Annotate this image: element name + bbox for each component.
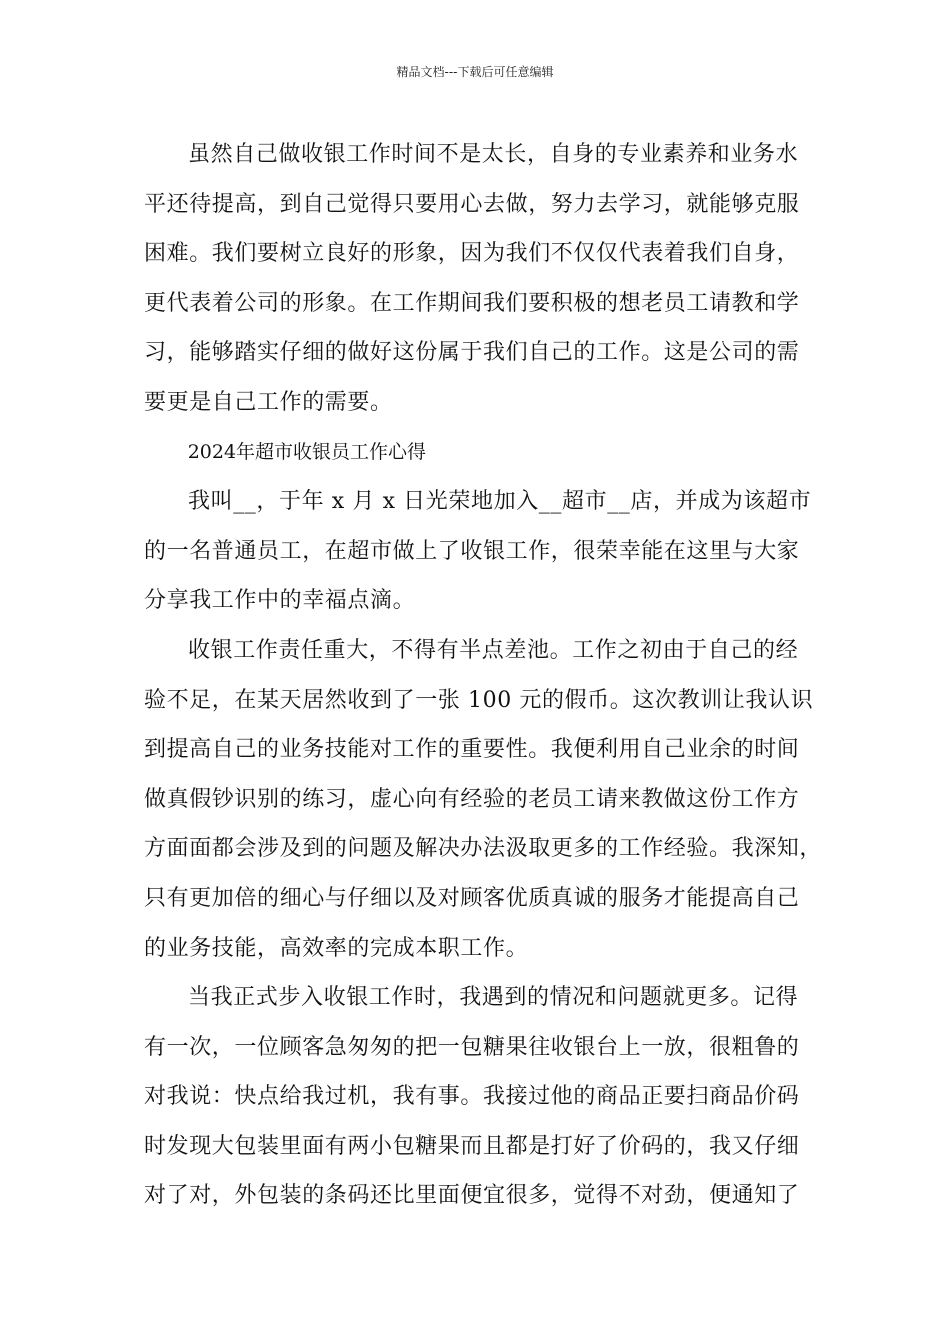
text-line: 分享我工作中的幸福点滴。 bbox=[144, 588, 416, 614]
paragraph-4 bbox=[144, 973, 826, 1221]
text-line: 到提高自己的业务技能对工作的重要性。我便利用自己业余的时间 bbox=[144, 737, 800, 763]
text-line: 我叫__，于年 x 月 x 日光荣地加入__超市__店，并成为该超市 bbox=[188, 489, 812, 515]
text-line: 虽然自己做收银工作时间不是太长，自身的专业素养和业务水 bbox=[188, 142, 799, 167]
text-line: 验不足，在某天居然收到了一张 100 元的假币。这次教训让我认识 bbox=[144, 687, 814, 713]
section-heading: 2024年超市收银员工作心得 bbox=[187, 440, 427, 463]
paragraph-3 bbox=[144, 626, 826, 973]
text-line: 只有更加倍的细心与仔细以及对顾客优质真诚的服务才能提高自己 bbox=[144, 885, 800, 911]
text-line: 有一次，一位顾客急匆匆的把一包糖果往收银台上一放，很粗鲁的 bbox=[144, 1034, 800, 1060]
text-line: 要更是自己工作的需要。 bbox=[144, 389, 393, 415]
text-line: 时发现大包装里面有两小包糖果而且都是打好了价码的，我又仔细 bbox=[144, 1133, 800, 1159]
page-header: 精品文档---下载后可任意编辑 bbox=[396, 65, 554, 79]
text-line: 当我正式步入收银工作时，我遇到的情况和问题就更多。记得 bbox=[188, 985, 799, 1011]
text-line: 的业务技能，高效率的完成本职工作。 bbox=[144, 935, 529, 961]
paragraph-1 bbox=[144, 130, 826, 428]
text-line: 平还待提高，到自己觉得只要用心去做，努力去学习，就能够克服 bbox=[144, 191, 800, 217]
text-line: 的一名普通员工，在超市做上了收银工作，很荣幸能在这里与大家 bbox=[144, 538, 800, 564]
document-body bbox=[144, 130, 826, 1221]
text-line: 收银工作责任重大，不得有半点差池。工作之初由于自己的经 bbox=[188, 637, 799, 663]
text-line: 对我说：快点给我过机，我有事。我接过他的商品正要扫商品价码 bbox=[144, 1084, 800, 1110]
text-line: 对了对，外包装的条码还比里面便宜很多，觉得不对劲，便通知了 bbox=[144, 1183, 800, 1209]
text-line: 方面面都会涉及到的问题及解决办法汲取更多的工作经验。我深知， bbox=[144, 836, 823, 862]
text-line: 做真假钞识别的练习，虚心向有经验的老员工请来教做这份工作方 bbox=[144, 786, 800, 812]
text-line: 习，能够踏实仔细的做好这份属于我们自己的工作。这是公司的需 bbox=[144, 340, 800, 366]
text-line: 更代表着公司的形象。在工作期间我们要积极的想老员工请教和学 bbox=[144, 290, 800, 316]
text-line: 困难。我们要树立良好的形象，因为我们不仅仅代表着我们自身， bbox=[144, 241, 800, 267]
paragraph-2 bbox=[144, 477, 826, 626]
